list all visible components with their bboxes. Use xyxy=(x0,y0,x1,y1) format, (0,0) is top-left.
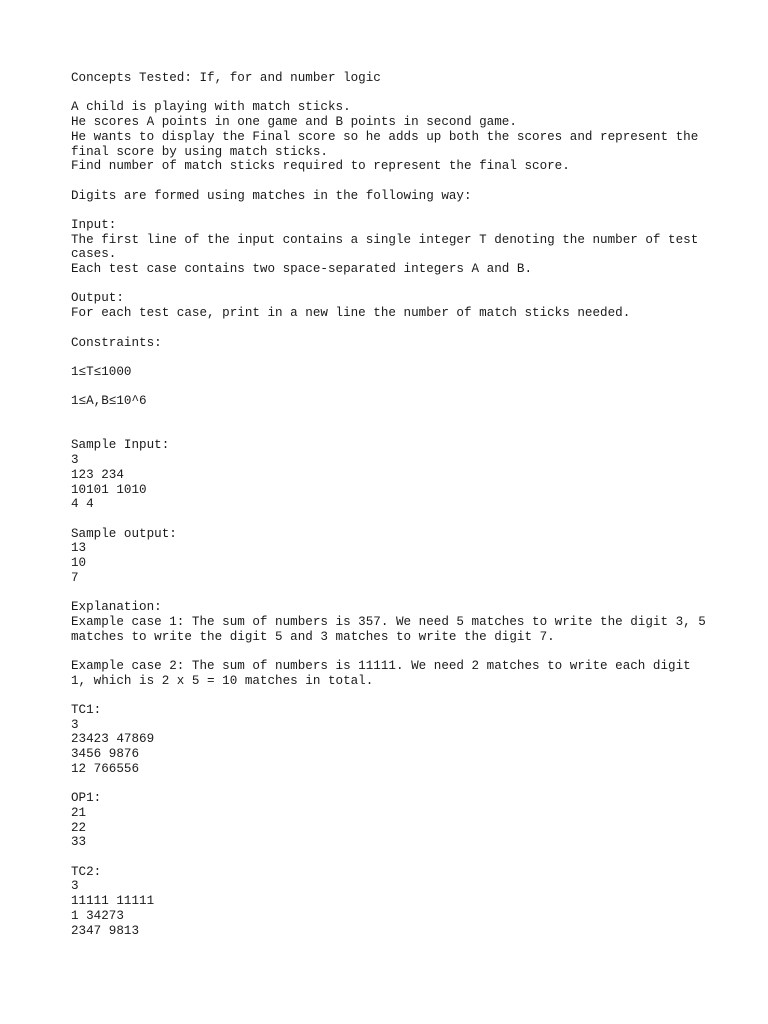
input-line: Each test case contains two space-separated integers A and B. xyxy=(71,262,533,277)
constraint-item: 1≤T≤1000 xyxy=(71,364,132,379)
tc2-line: 3 xyxy=(71,879,79,894)
tc1-line: 23423 47869 xyxy=(71,732,155,747)
input-heading: Input: xyxy=(71,217,117,232)
sample-output-heading: Sample output: xyxy=(71,526,177,541)
op1-heading: OP1: xyxy=(71,791,102,806)
op1-line: 22 xyxy=(71,820,87,835)
tc1-line: 12 766556 xyxy=(71,761,140,776)
explanation-section xyxy=(71,600,714,644)
sample-output-line: 10 xyxy=(71,556,87,571)
sample-input-section xyxy=(71,438,711,512)
tc2-line: 11111 11111 xyxy=(71,894,155,909)
constraint-t-block xyxy=(71,365,711,380)
sample-output-line: 7 xyxy=(71,570,79,585)
explanation-heading: Explanation: xyxy=(71,600,162,615)
digits-intro-block xyxy=(71,189,711,204)
output-section xyxy=(71,291,711,320)
explanation-case-2: Example case 2: The sum of numbers is 11111. We need 2 matches to write each digit 1, which is 2 x 5 = 10 matches in total. xyxy=(71,658,699,688)
input-line: The first line of the input contains a single integer T denoting the number of test cases. xyxy=(71,232,706,262)
tc1-section xyxy=(71,703,711,777)
tc2-section xyxy=(71,865,711,939)
constraints-heading-block xyxy=(71,336,711,351)
op1-line: 33 xyxy=(71,835,87,850)
problem-statement xyxy=(71,100,711,174)
problem-line: He scores A points in one game and B points in second game. xyxy=(71,115,517,130)
problem-line: He wants to display the Final score so he adds up both the scores and represent the final score by using match sticks. xyxy=(71,129,706,159)
input-section xyxy=(71,218,711,277)
sample-input-line: 123 234 xyxy=(71,467,124,482)
op1-section xyxy=(71,791,711,850)
constraint-item: 1≤A,B≤10^6 xyxy=(71,394,147,409)
constraints-heading: Constraints: xyxy=(71,335,162,350)
concepts-block xyxy=(71,71,711,86)
explanation-case-1: Example case 1: The sum of numbers is 357. We need 5 matches to write the digit 3, 5 matches to write the digit 5 and 3 matches to write the digit 7. xyxy=(71,614,714,644)
sample-output-line: 13 xyxy=(71,541,87,556)
tc1-line: 3 xyxy=(71,717,79,732)
explanation-case-2-block xyxy=(71,659,711,688)
sample-input-heading: Sample Input: xyxy=(71,438,170,453)
constraint-ab-block xyxy=(71,394,711,409)
output-heading: Output: xyxy=(71,291,124,306)
problem-line: Find number of match sticks required to represent the final score. xyxy=(71,159,570,174)
output-line: For each test case, print in a new line the number of match sticks needed. xyxy=(71,306,631,321)
tc2-heading: TC2: xyxy=(71,864,102,879)
tc1-line: 3456 9876 xyxy=(71,747,140,762)
tc2-line: 2347 9813 xyxy=(71,923,140,938)
sample-input-line: 3 xyxy=(71,453,79,468)
tc2-line: 1 34273 xyxy=(71,908,124,923)
sample-input-line: 10101 1010 xyxy=(71,482,147,497)
tc1-heading: TC1: xyxy=(71,703,102,718)
digits-intro-line: Digits are formed using matches in the following way: xyxy=(71,188,472,203)
concepts-line: Concepts Tested: If, for and number logic xyxy=(71,71,381,85)
sample-input-line: 4 4 xyxy=(71,497,94,512)
sample-output-section xyxy=(71,527,711,586)
document-page xyxy=(71,71,714,953)
op1-line: 21 xyxy=(71,805,87,820)
problem-line: A child is playing with match sticks. xyxy=(71,100,351,115)
